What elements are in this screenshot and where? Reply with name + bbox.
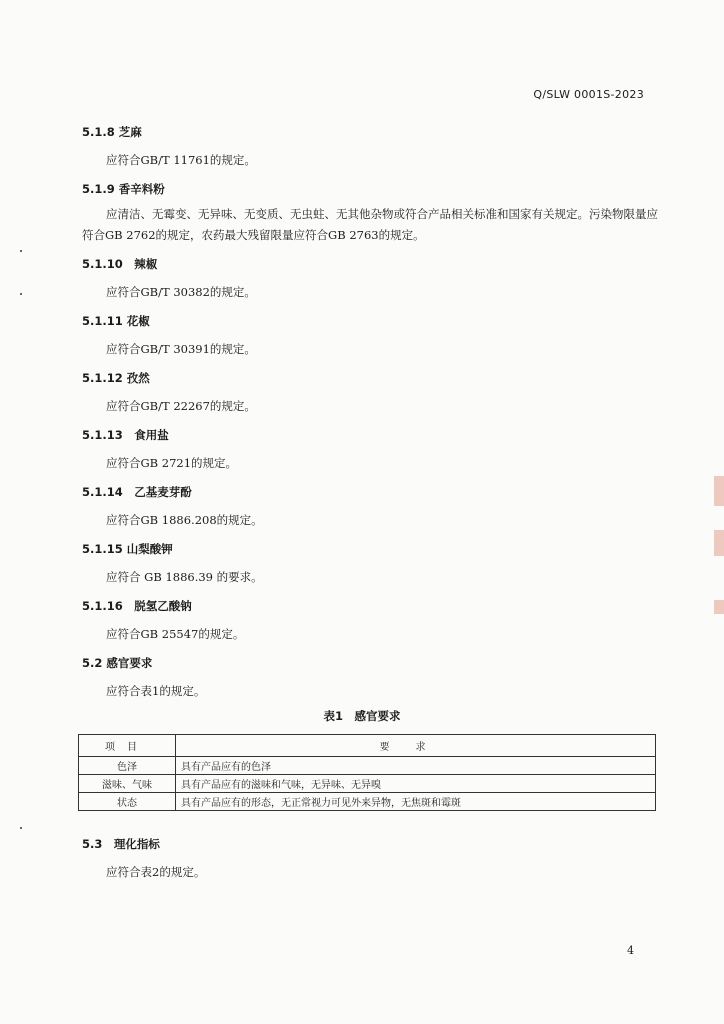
row-item: 色泽 — [79, 757, 176, 775]
table1-title: 表1 感官要求 — [323, 709, 401, 723]
section-text-5-1-10: 应符合GB/T 30382的规定。 — [106, 285, 256, 299]
scan-speck — [20, 827, 22, 829]
scan-edge-mark — [714, 600, 724, 614]
section-heading-5-1-8: 5.1.8 芝麻 — [82, 125, 142, 139]
section-text-5-1-16: 应符合GB 25547的规定。 — [106, 627, 245, 641]
section-heading-5-3: 5.3 理化指标 — [82, 837, 160, 851]
row-item: 状态 — [79, 793, 176, 811]
section-text-5-1-8: 应符合GB/T 11761的规定。 — [106, 153, 256, 167]
section-heading-5-2: 5.2 感官要求 — [82, 656, 153, 670]
section-heading-5-1-13: 5.1.13 食用盐 — [82, 428, 169, 442]
row-requirement: 具有产品应有的形态，无正常视力可见外来异物，无焦斑和霉斑 — [176, 793, 656, 811]
section-heading-5-1-16: 5.1.16 脱氢乙酸钠 — [82, 599, 192, 613]
header-requirement: 要求 — [176, 735, 656, 757]
section-text-5-1-12: 应符合GB/T 22267的规定。 — [106, 399, 256, 413]
section-heading-5-1-14: 5.1.14 乙基麦芽酚 — [82, 485, 192, 499]
scan-speck — [20, 250, 22, 252]
table-row — [79, 757, 656, 775]
header-item: 项目 — [79, 735, 176, 757]
section-text-5-1-14: 应符合GB 1886.208的规定。 — [106, 513, 263, 527]
section-text-5-1-9: 应清洁、无霉变、无异味、无变质、无虫蛀、无其他杂物或符合产品相关标准和国家有关规定。污染物限量应符合GB 2762的规定，农药最大残留限量应符合GB 2763的规定。 — [82, 207, 658, 242]
table-header-row — [79, 735, 656, 757]
section-heading-5-1-9: 5.1.9 香辛料粉 — [82, 182, 165, 196]
section-heading-5-1-11: 5.1.11 花椒 — [82, 314, 150, 328]
section-heading-5-1-15: 5.1.15 山梨酸钾 — [82, 542, 173, 556]
row-requirement: 具有产品应有的滋味和气味，无异味、无异嗅 — [176, 775, 656, 793]
scan-speck — [20, 293, 22, 295]
table-row — [79, 793, 656, 811]
scan-edge-mark — [714, 476, 724, 506]
page-number: 4 — [627, 944, 634, 957]
sensory-requirements-table — [78, 734, 656, 811]
row-item: 滋味、气味 — [79, 775, 176, 793]
section-text-5-1-11: 应符合GB/T 30391的规定。 — [106, 342, 256, 356]
document-code: Q/SLW 0001S-2023 — [533, 88, 644, 101]
section-heading-5-1-10: 5.1.10 辣椒 — [82, 257, 158, 271]
table-row — [79, 775, 656, 793]
section-text-5-3: 应符合表2的规定。 — [106, 865, 206, 879]
section-heading-5-1-12: 5.1.12 孜然 — [82, 371, 150, 385]
section-text-5-1-15: 应符合 GB 1886.39 的要求。 — [106, 570, 263, 584]
row-requirement: 具有产品应有的色泽 — [176, 757, 656, 775]
section-text-5-2: 应符合表1的规定。 — [106, 684, 206, 698]
section-text-5-1-13: 应符合GB 2721的规定。 — [106, 456, 238, 470]
scan-edge-mark — [714, 530, 724, 556]
